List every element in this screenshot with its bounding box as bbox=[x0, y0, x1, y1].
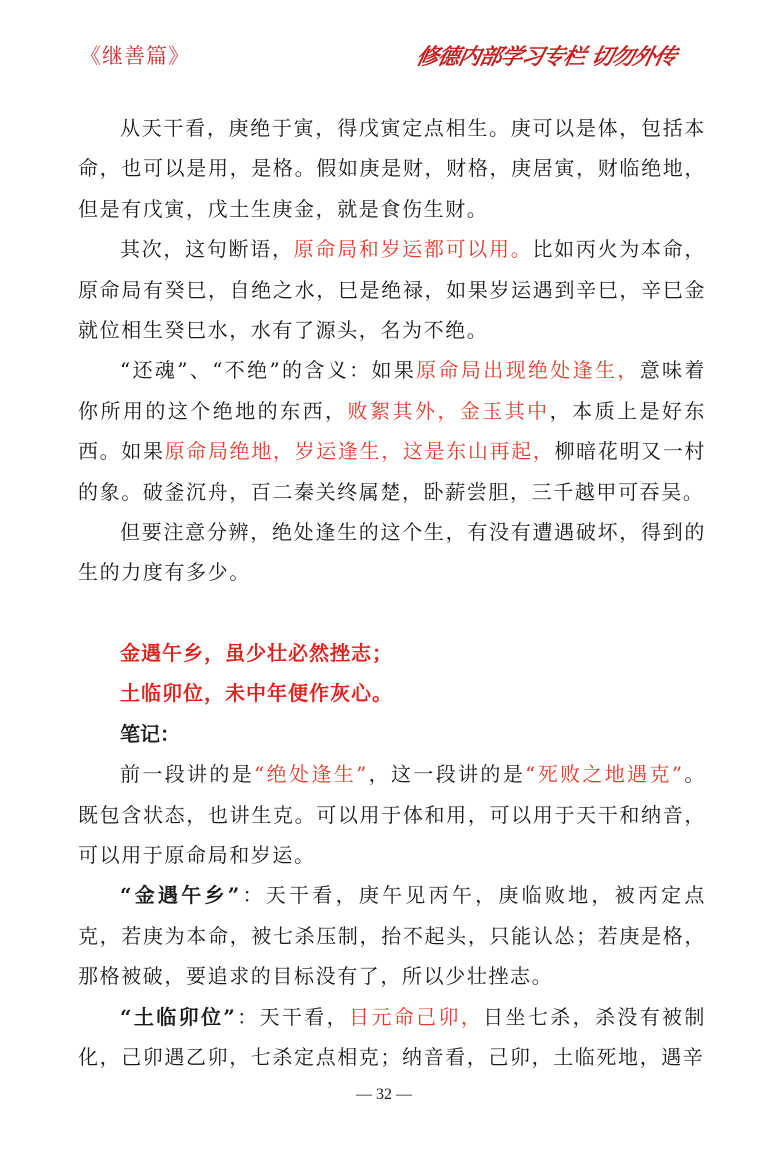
bold-term: “金遇午乡” bbox=[120, 883, 241, 908]
text-segment: 日坐七杀，杀没有被制化，己卯遇乙卯，七杀定点相克；纳音看，己卯，土临死地，遇辛 bbox=[78, 1004, 707, 1069]
highlighted-text: 日元命己卯， bbox=[349, 1004, 484, 1029]
note-paragraph bbox=[78, 754, 706, 875]
text-segment: “还魂”、“不绝”的含义：如果 bbox=[120, 358, 417, 383]
text-segment: ：天干看， bbox=[236, 1004, 349, 1029]
note-paragraph bbox=[78, 875, 706, 996]
highlighted-text: 败絮其外，金玉其中 bbox=[347, 398, 550, 423]
body-paragraph bbox=[78, 512, 706, 593]
note-paragraph bbox=[78, 997, 706, 1078]
body-paragraph bbox=[78, 229, 706, 350]
section-gap bbox=[78, 593, 706, 633]
text-segment: 柳暗花明又一村的象。破釜沉舟，百二秦关终属楚，卧薪尝胆，三千越甲可吞吴。 bbox=[78, 439, 707, 504]
text-segment: 从天干看，庚绝于寅，得戊寅定点相生。庚可以是体，包括本命，也可以是用，是格。假如庚是财，财格，庚居寅，财临绝地，但是有戊寅，戊土生庚金，就是食伤生财。 bbox=[78, 116, 706, 221]
note-label: 笔记： bbox=[120, 721, 180, 746]
verse-line-2: 土临卯位，未中年便作灰心。 bbox=[120, 681, 393, 706]
note-paragraphs bbox=[78, 754, 706, 1077]
text-segment: 比如丙火为本命，原命局有癸巳，自绝之水，巳是绝禄，如果岁运遇到辛巳，辛巳金就位相生癸巳水，水有了源头，名为不绝。 bbox=[78, 237, 706, 343]
text-segment: 。既包含状态，也讲生克。可以用于体和用，可以用于天干和纳音，可以用于原命局和岁运。 bbox=[78, 762, 707, 867]
highlighted-text: “死败之地遇克” bbox=[525, 762, 684, 787]
text-segment: 前一段讲的是 bbox=[120, 762, 255, 787]
highlighted-text: 原命局绝地，岁运逢生，这是东山再起， bbox=[164, 439, 555, 464]
highlighted-text: “绝处逢生” bbox=[254, 762, 368, 787]
page-body bbox=[78, 108, 706, 1077]
bold-term: “土临卯位” bbox=[120, 1004, 237, 1029]
main-paragraphs bbox=[78, 108, 706, 593]
highlighted-text: 原命局和岁运都可以用。 bbox=[293, 237, 533, 262]
text-segment: 但要注意分辨，绝处逢生的这个生，有没有遭遇破坏，得到的生的力度有多少。 bbox=[78, 520, 706, 585]
text-segment: 其次，这句断语， bbox=[120, 237, 294, 262]
text-segment: 意味着你所用的这个绝地的东西， bbox=[78, 358, 706, 423]
book-title: 《继善篇》 bbox=[80, 44, 190, 68]
body-paragraph bbox=[78, 350, 706, 512]
text-segment: ：天干看，庚午见丙午，庚临败地，被丙定点克，若庚为本命，被七杀压制，抬不起头，只能认怂；若庚是格，那格被破，要追求的目标没有了，所以少壮挫志。 bbox=[78, 883, 707, 989]
text-segment: ，本质上是好东西。如果 bbox=[78, 398, 707, 464]
page-number: — 32 — bbox=[356, 1086, 412, 1103]
body-paragraph bbox=[78, 108, 706, 229]
calligraphy-header: 修德内部学习专栏 切勿外传 bbox=[414, 44, 679, 70]
verse-line-1: 金遇午乡，虽少壮必然挫志； bbox=[120, 640, 393, 665]
highlighted-text: 原命局出现绝处逢生， bbox=[416, 358, 640, 383]
text-segment: ，这一段讲的是 bbox=[367, 762, 526, 787]
